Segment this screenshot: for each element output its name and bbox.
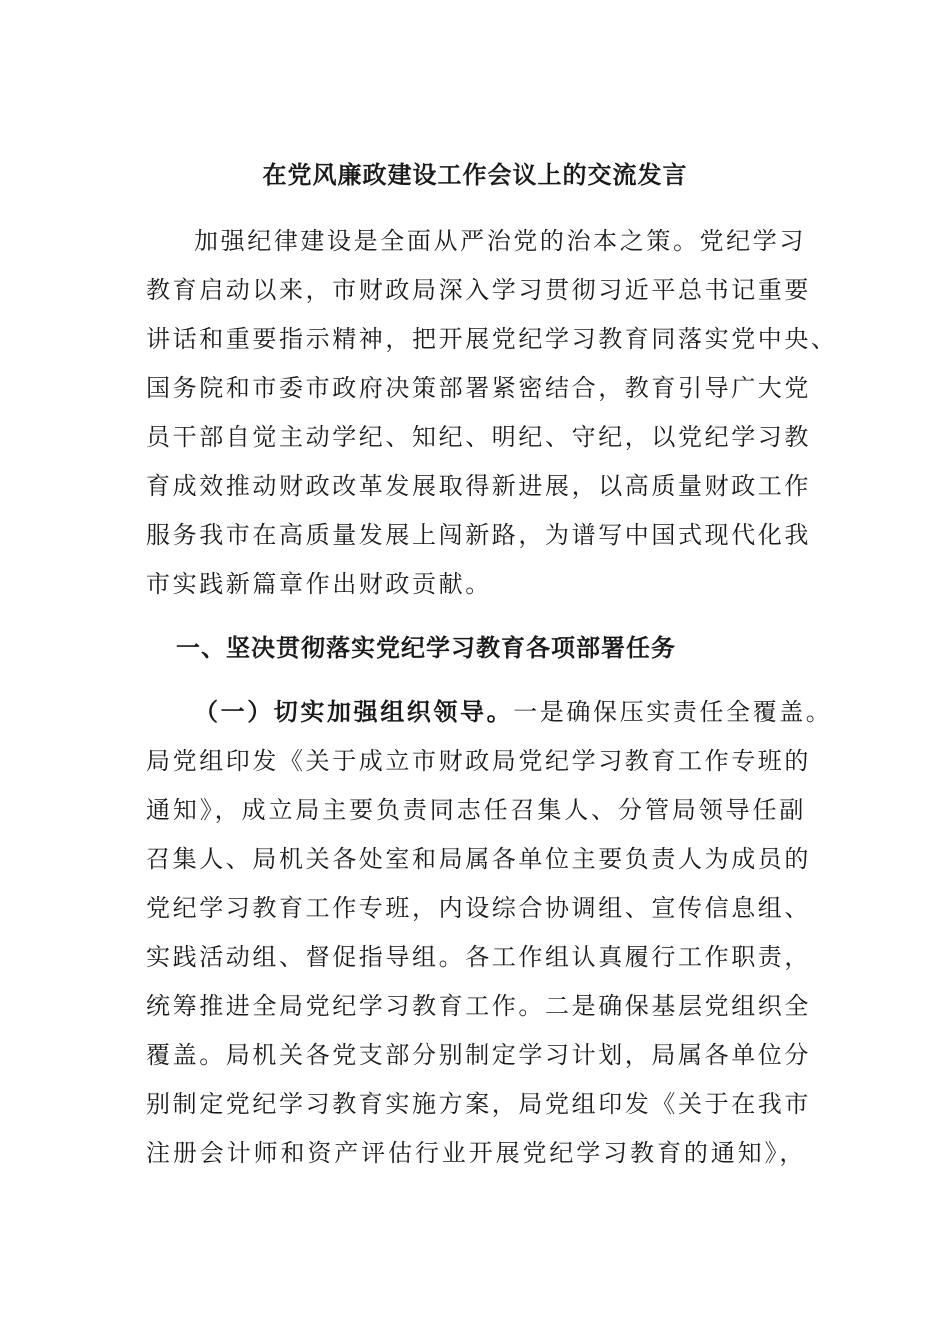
subsection-line: 党纪学习教育工作专班，内设综合协调组、宣传信息组、 <box>146 894 811 922</box>
subsection-first-line <box>194 692 833 732</box>
subsection-heading: （一）切实加强组织领导。 <box>194 697 514 726</box>
subsection-line: 别制定党纪学习教育实施方案，局党组印发《关于在我市 <box>146 1090 811 1118</box>
subsection-first-text: 一是确保压实责任全覆盖。 <box>513 698 833 726</box>
document-title: 在党风廉政建设工作会议上的交流发言 <box>262 160 688 189</box>
intro-line: 员干部自觉主动学纪、知纪、明纪、守纪，以党纪学习教 <box>146 423 811 451</box>
intro-line: 国务院和市委市政府决策部署紧密结合，教育引导广大党 <box>146 374 811 402</box>
subsection-line: 召集人、局机关各处室和局属各单位主要负责人为成员的 <box>146 845 811 873</box>
intro-line: 育成效推动财政改革发展取得新进展，以高质量财政工作 <box>146 472 811 500</box>
subsection-line: 局党组印发《关于成立市财政局党纪学习教育工作专班的 <box>146 747 811 775</box>
subsection-line: 通知》，成立局主要负责同志任召集人、分管局领导任副 <box>146 796 806 824</box>
subsection-line: 统筹推进全局党纪学习教育工作。二是确保基层党组织全 <box>146 992 811 1020</box>
intro-line: 服务我市在高质量发展上闯新路，为谱写中国式现代化我 <box>146 521 811 549</box>
subsection-line: 覆盖。局机关各党支部分别制定学习计划，局属各单位分 <box>146 1041 811 1069</box>
intro-line: 加强纪律建设是全面从严治党的治本之策。党纪学习 <box>194 227 806 255</box>
intro-line: 讲话和重要指示精神，把开展党纪学习教育同落实党中央、 <box>146 325 838 353</box>
subsection-line: 实践活动组、督促指导组。各工作组认真履行工作职责， <box>146 943 811 971</box>
subsection-line: 注册会计师和资产评估行业开展党纪学习教育的通知》， <box>146 1139 806 1167</box>
intro-line: 市实践新篇章作出财政贡献。 <box>146 570 492 598</box>
intro-line: 教育启动以来，市财政局深入学习贯彻习近平总书记重要 <box>146 276 811 304</box>
section-heading: 一、坚决贯彻落实党纪学习教育各项部署任务 <box>176 633 676 662</box>
